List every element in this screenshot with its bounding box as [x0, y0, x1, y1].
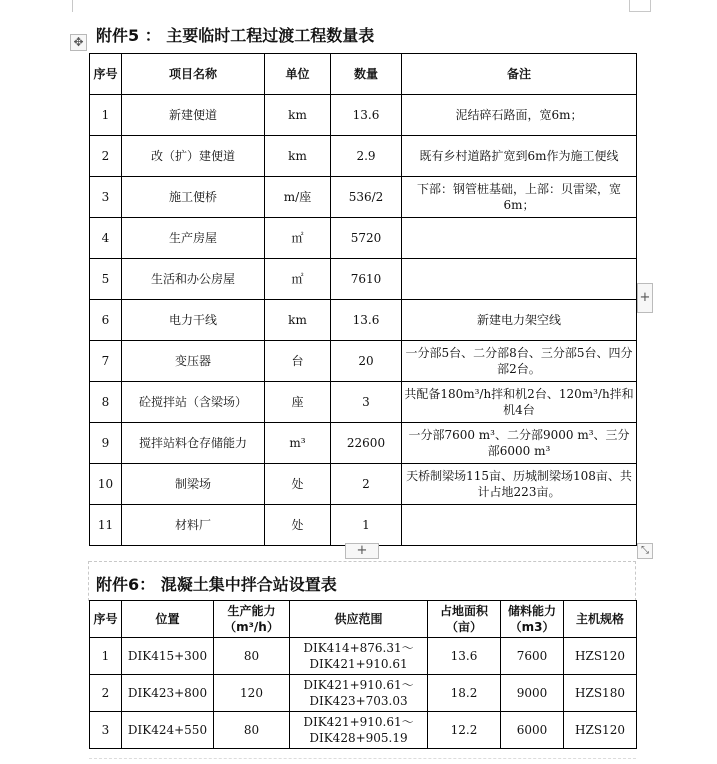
table-row [90, 136, 637, 177]
table-cell[interactable] [402, 218, 637, 259]
table-selection-outline [635, 561, 636, 601]
header-cell: 序号 [90, 54, 122, 95]
add-column-button[interactable]: + [637, 283, 653, 313]
table-cell[interactable]: 7600 [501, 638, 564, 675]
table-cell[interactable]: 7 [90, 341, 122, 382]
table-cell[interactable]: km [265, 136, 331, 177]
table-cell[interactable]: m/座 [265, 177, 331, 218]
table-cell[interactable]: 电力干线 [122, 300, 265, 341]
table-cell[interactable]: 既有乡村道路扩宽到6m作为施工便线 [402, 136, 637, 177]
table-cell[interactable]: 18.2 [428, 675, 501, 712]
table-cell[interactable]: 9 [90, 423, 122, 464]
mixing-station-table [89, 600, 637, 749]
table-cell[interactable]: 天桥制梁场115亩、历城制梁场108亩、共计占地223亩。 [402, 464, 637, 505]
table-cell[interactable]: 5720 [331, 218, 402, 259]
section1-title: 附件5 ： 主要临时工程过渡工程数量表 [96, 26, 375, 45]
table-cell[interactable]: 12.2 [428, 712, 501, 749]
table-cell[interactable]: 材料厂 [122, 505, 265, 546]
table-resize-icon[interactable]: ⤡ [637, 543, 653, 559]
table-cell[interactable]: 砼搅拌站（含梁场） [122, 382, 265, 423]
table-cell[interactable]: DIK423+800 [122, 675, 214, 712]
table-cell[interactable]: 3 [90, 712, 122, 749]
table-cell[interactable]: HZS120 [564, 712, 637, 749]
table-row [90, 218, 637, 259]
table-cell[interactable]: 搅拌站料仓存储能力 [122, 423, 265, 464]
table-cell[interactable]: 共配备180m³/h拌和机2台、120m³/h拌和机4台 [402, 382, 637, 423]
table-cell[interactable]: 6 [90, 300, 122, 341]
header-cell: 数量 [331, 54, 402, 95]
table-cell[interactable] [402, 259, 637, 300]
header-cell: 储料能力（m3） [501, 601, 564, 638]
table-cell[interactable]: 10 [90, 464, 122, 505]
add-row-button[interactable]: + [345, 543, 379, 559]
table-cell[interactable]: 13.6 [331, 95, 402, 136]
header-cell: 位置 [122, 601, 214, 638]
table-header-row [90, 54, 637, 95]
table-cell[interactable]: 120 [214, 675, 290, 712]
table-selection-outline [89, 561, 636, 562]
table-cell[interactable]: 1 [90, 95, 122, 136]
table-cell[interactable]: 13.6 [331, 300, 402, 341]
table-cell[interactable]: 9000 [501, 675, 564, 712]
table-row [90, 341, 637, 382]
table-cell[interactable]: 2 [90, 136, 122, 177]
table-cell[interactable]: DIK414+876.31～DIK421+910.61 [290, 638, 428, 675]
table-row [90, 712, 637, 749]
header-cell: 生产能力（m³/h） [214, 601, 290, 638]
table-row [90, 95, 637, 136]
table-row [90, 675, 637, 712]
table-cell[interactable]: 5 [90, 259, 122, 300]
table-cell[interactable]: HZS120 [564, 638, 637, 675]
table-cell[interactable]: HZS180 [564, 675, 637, 712]
table-cell[interactable]: 8 [90, 382, 122, 423]
temporary-works-table [89, 53, 637, 546]
table-cell[interactable]: 13.6 [428, 638, 501, 675]
table-cell[interactable]: 一分部7600 m³、二分部9000 m³、三分部6000 m³ [402, 423, 637, 464]
table-cell[interactable]: 3 [331, 382, 402, 423]
table-row [90, 259, 637, 300]
header-cell: 占地面积（亩） [428, 601, 501, 638]
page-bottom-edge [89, 758, 636, 759]
table-cell[interactable]: 6000 [501, 712, 564, 749]
table-cell[interactable]: 变压器 [122, 341, 265, 382]
table-cell[interactable]: 3 [90, 177, 122, 218]
table-cell[interactable]: 一分部5台、二分部8台、三分部5台、四分部2台。 [402, 341, 637, 382]
header-cell: 单位 [265, 54, 331, 95]
header-cell: 供应范围 [290, 601, 428, 638]
page-corner-mark [72, 0, 73, 12]
table-cell[interactable]: 1 [331, 505, 402, 546]
table-cell[interactable]: 80 [214, 638, 290, 675]
table-cell[interactable]: 2.9 [331, 136, 402, 177]
header-cell: 项目名称 [122, 54, 265, 95]
header-cell: 备注 [402, 54, 637, 95]
table-cell[interactable]: km [265, 95, 331, 136]
table-cell[interactable]: DIK424+550 [122, 712, 214, 749]
table-row [90, 382, 637, 423]
table-cell[interactable]: 生产房屋 [122, 218, 265, 259]
table-cell[interactable]: 20 [331, 341, 402, 382]
table-cell[interactable]: 22600 [331, 423, 402, 464]
table-cell[interactable]: 改（扩）建便道 [122, 136, 265, 177]
table-cell[interactable]: 536/2 [331, 177, 402, 218]
table-cell[interactable]: DIK421+910.61～DIK428+905.19 [290, 712, 428, 749]
table-cell[interactable]: 2 [90, 675, 122, 712]
table-cell[interactable]: 施工便桥 [122, 177, 265, 218]
table-row [90, 638, 637, 675]
table-cell[interactable]: 新建电力架空线 [402, 300, 637, 341]
page-corner-mark [650, 0, 651, 12]
page-corner-mark [629, 11, 651, 12]
header-cell: 序号 [90, 601, 122, 638]
table-cell[interactable]: 生活和办公房屋 [122, 259, 265, 300]
table-row [90, 177, 637, 218]
table-cell[interactable]: 1 [90, 638, 122, 675]
table-cell[interactable]: 4 [90, 218, 122, 259]
table-row [90, 505, 637, 546]
table-cell[interactable]: 处 [265, 464, 331, 505]
table-cell[interactable]: 新建便道 [122, 95, 265, 136]
table-cell[interactable]: 11 [90, 505, 122, 546]
table-cell[interactable]: 座 [265, 382, 331, 423]
table-row [90, 300, 637, 341]
table-move-handle-icon[interactable]: ✥ [70, 34, 87, 51]
table-header-row [90, 601, 637, 638]
section2-title: 附件6： 混凝土集中拌合站设置表 [96, 575, 337, 594]
table-cell[interactable]: 80 [214, 712, 290, 749]
table-cell[interactable]: 2 [331, 464, 402, 505]
table-row [90, 423, 637, 464]
table-row [90, 464, 637, 505]
table-cell[interactable]: 下部：钢管桩基础，上部：贝雷梁，宽6m； [402, 177, 637, 218]
table-cell[interactable]: 处 [265, 505, 331, 546]
table-selection-outline [88, 561, 89, 601]
table-cell[interactable] [402, 505, 637, 546]
table-cell[interactable]: m³ [265, 423, 331, 464]
table-cell[interactable]: ㎡ [265, 218, 331, 259]
table-cell[interactable]: 7610 [331, 259, 402, 300]
table-cell[interactable]: DIK421+910.61～DIK423+703.03 [290, 675, 428, 712]
table-cell[interactable]: 泥结碎石路面，宽6m； [402, 95, 637, 136]
table-cell[interactable]: 台 [265, 341, 331, 382]
table-cell[interactable]: DIK415+300 [122, 638, 214, 675]
header-cell: 主机规格 [564, 601, 637, 638]
table-cell[interactable]: km [265, 300, 331, 341]
table-cell[interactable]: ㎡ [265, 259, 331, 300]
table-cell[interactable]: 制梁场 [122, 464, 265, 505]
